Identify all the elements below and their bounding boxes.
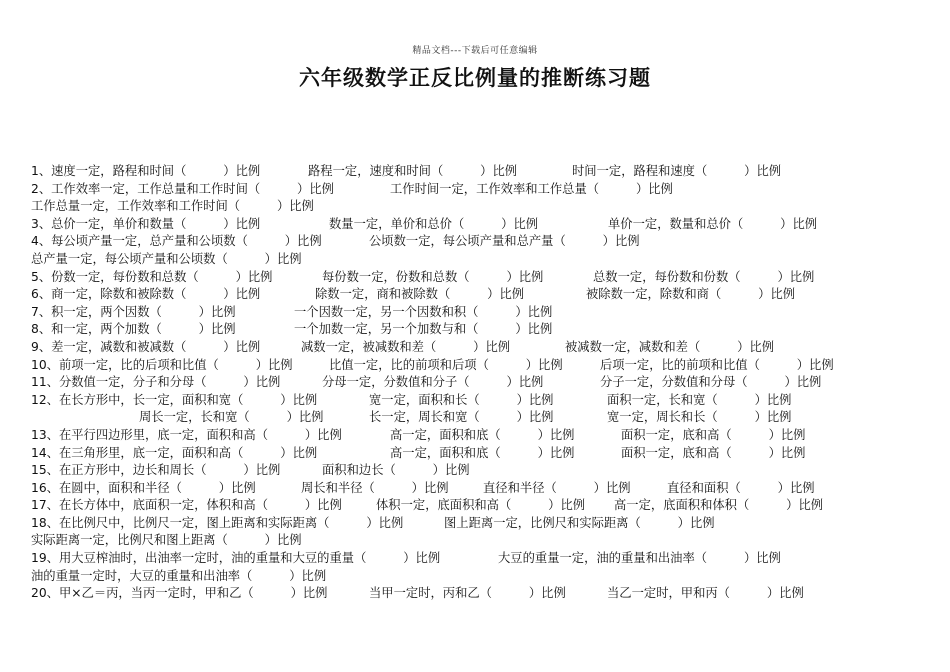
- statement: 16、在圆中，面积和半径（ ）比例: [31, 480, 256, 495]
- statement: 6、商一定，除数和被除数（ ）比例: [31, 287, 261, 302]
- statement: 油的重量一定时，大豆的重量和出油率（ ）比例: [31, 568, 327, 583]
- statement: 直径和面积（ ）比例: [667, 480, 815, 495]
- statement: 时间一定，路程和速度（ ）比例: [572, 164, 782, 178]
- statement: 长一定，周长和宽（ ）比例: [369, 410, 554, 425]
- statement: 10、前项一定，比的后项和比值（ ）比例: [31, 357, 293, 372]
- question-line-10: [31, 357, 936, 375]
- statement: 1、速度一定，路程和时间（ ）比例: [31, 164, 261, 178]
- question-list: [31, 163, 936, 603]
- statement: 大豆的重量一定，油的重量和出油率（ ）比例: [498, 551, 781, 566]
- statement: 公顷数一定，每公顷产量和总产量（ ）比例: [369, 234, 640, 249]
- statement: 14、在三角形里，底一定，面积和高（ ）比例: [31, 445, 318, 460]
- statement: 单价一定，数量和总价（ ）比例: [608, 216, 818, 231]
- question-line-7: [31, 304, 936, 322]
- statement: 面积一定，底和高（ ）比例: [621, 445, 806, 460]
- statement: 体积一定，底面积和高（ ）比例: [376, 498, 586, 513]
- statement: 分母一定，分数值和分子（ ）比例: [322, 375, 544, 390]
- question-line-6: [31, 286, 936, 304]
- statement: 被除数一定，除数和商（ ）比例: [586, 287, 796, 302]
- question-line-17: [31, 497, 936, 515]
- statement: 4、每公顷产量一定，总产量和公顷数（ ）比例: [31, 234, 322, 249]
- statement: 7、积一定，两个因数（ ）比例: [31, 304, 236, 319]
- statement: 后项一定，比的前项和比值（ ）比例: [600, 357, 834, 372]
- statement: 18、在比例尺中，比例尺一定，图上距离和实际距离（ ）比例: [31, 515, 404, 530]
- statement: 一个因数一定，另一个因数和积（ ）比例: [294, 304, 553, 319]
- statement: 周长一定，长和宽（ ）比例: [139, 410, 324, 425]
- question-line-12-cont: [31, 409, 936, 427]
- statement: 周长和半径（ ）比例: [301, 480, 449, 495]
- question-line-18: [31, 515, 936, 533]
- question-line-19: [31, 550, 936, 568]
- statement: 数量一定，单价和总价（ ）比例: [329, 216, 539, 231]
- question-line-5: [31, 269, 936, 287]
- statement: 11、分数值一定，分子和分母（ ）比例: [31, 375, 281, 390]
- statement: 实际距离一定，比例尺和图上距离（ ）比例: [31, 533, 302, 548]
- statement: 8、和一定，两个加数（ ）比例: [31, 322, 236, 337]
- question-line-9: [31, 339, 936, 357]
- question-line-8: [31, 321, 936, 339]
- statement: 除数一定，商和被除数（ ）比例: [315, 287, 525, 302]
- statement: 直径和半径（ ）比例: [483, 480, 631, 495]
- statement: 12、在长方形中，长一定，面积和宽（ ）比例: [31, 392, 318, 407]
- question-line-1: [31, 163, 936, 181]
- question-line-2-cont: [31, 198, 936, 216]
- question-line-15: [31, 462, 936, 480]
- statement: 高一定，底面积和体积（ ）比例: [614, 498, 824, 513]
- statement: 图上距离一定，比例尺和实际距离（ ）比例: [444, 515, 715, 530]
- statement: 9、差一定，减数和被减数（ ）比例: [31, 339, 261, 354]
- statement: 13、在平行四边形里，底一定，面积和高（ ）比例: [31, 427, 342, 442]
- question-line-2: [31, 181, 936, 199]
- statement: 5、份数一定，每份数和总数（ ）比例: [31, 269, 273, 284]
- statement: 20、甲×乙＝丙，当丙一定时，甲和乙（ ）比例: [31, 586, 328, 601]
- statement: 总产量一定，每公顷产量和公顷数（ ）比例: [31, 251, 302, 266]
- statement: 工作总量一定，工作效率和工作时间（ ）比例: [31, 199, 314, 214]
- statement: 宽一定，周长和长（ ）比例: [607, 410, 792, 425]
- statement: 15、在正方形中，边长和周长（ ）比例: [31, 463, 281, 478]
- statement: 17、在长方体中，底面积一定，体积和高（ ）比例: [31, 498, 342, 513]
- question-line-11: [31, 374, 936, 392]
- statement: 分子一定，分数值和分母（ ）比例: [600, 375, 822, 390]
- statement: 高一定，面积和底（ ）比例: [390, 427, 575, 442]
- statement: 每份数一定，份数和总数（ ）比例: [322, 269, 544, 284]
- statement: 当乙一定时，甲和丙（ ）比例: [607, 586, 804, 601]
- statement: 高一定，面积和底（ ）比例: [390, 445, 575, 460]
- statement: 3、总价一定，单价和数量（ ）比例: [31, 216, 261, 231]
- statement: 2、工作效率一定，工作总量和工作时间（ ）比例: [31, 181, 334, 196]
- statement: 19、用大豆榨油时，出油率一定时，油的重量和大豆的重量（ ）比例: [31, 551, 441, 566]
- statement: 一个加数一定，另一个加数与和（ ）比例: [294, 322, 553, 337]
- statement: 被减数一定，减数和差（ ）比例: [565, 339, 775, 354]
- question-line-20: [31, 585, 936, 603]
- statement: 路程一定，速度和时间（ ）比例: [308, 164, 518, 178]
- question-line-16: [31, 480, 936, 498]
- statement: 减数一定，被减数和差（ ）比例: [301, 339, 511, 354]
- statement: 面积一定，长和宽（ ）比例: [607, 392, 792, 407]
- statement: 面积一定，底和高（ ）比例: [621, 427, 806, 442]
- question-line-4: [31, 233, 936, 251]
- question-line-4-cont: [31, 251, 936, 269]
- page-title: 六年级数学正反比例量的推断练习题: [299, 66, 651, 90]
- question-line-18-cont: [31, 532, 936, 550]
- statement: 当甲一定时，丙和乙（ ）比例: [369, 586, 566, 601]
- question-line-3: [31, 216, 936, 234]
- statement: 工作时间一定，工作效率和工作总量（ ）比例: [390, 181, 673, 196]
- statement: 比值一定，比的前项和后项（ ）比例: [329, 357, 563, 372]
- question-line-13: [31, 427, 936, 445]
- question-line-19-cont: [31, 568, 936, 586]
- statement: 面积和边长（ ）比例: [322, 463, 470, 478]
- header-note: 精品文档---下载后可任意编辑: [412, 46, 538, 56]
- question-line-12: [31, 392, 936, 410]
- statement: 宽一定，面积和长（ ）比例: [369, 392, 554, 407]
- question-line-14: [31, 445, 936, 463]
- statement: 总数一定，每份数和份数（ ）比例: [593, 269, 815, 284]
